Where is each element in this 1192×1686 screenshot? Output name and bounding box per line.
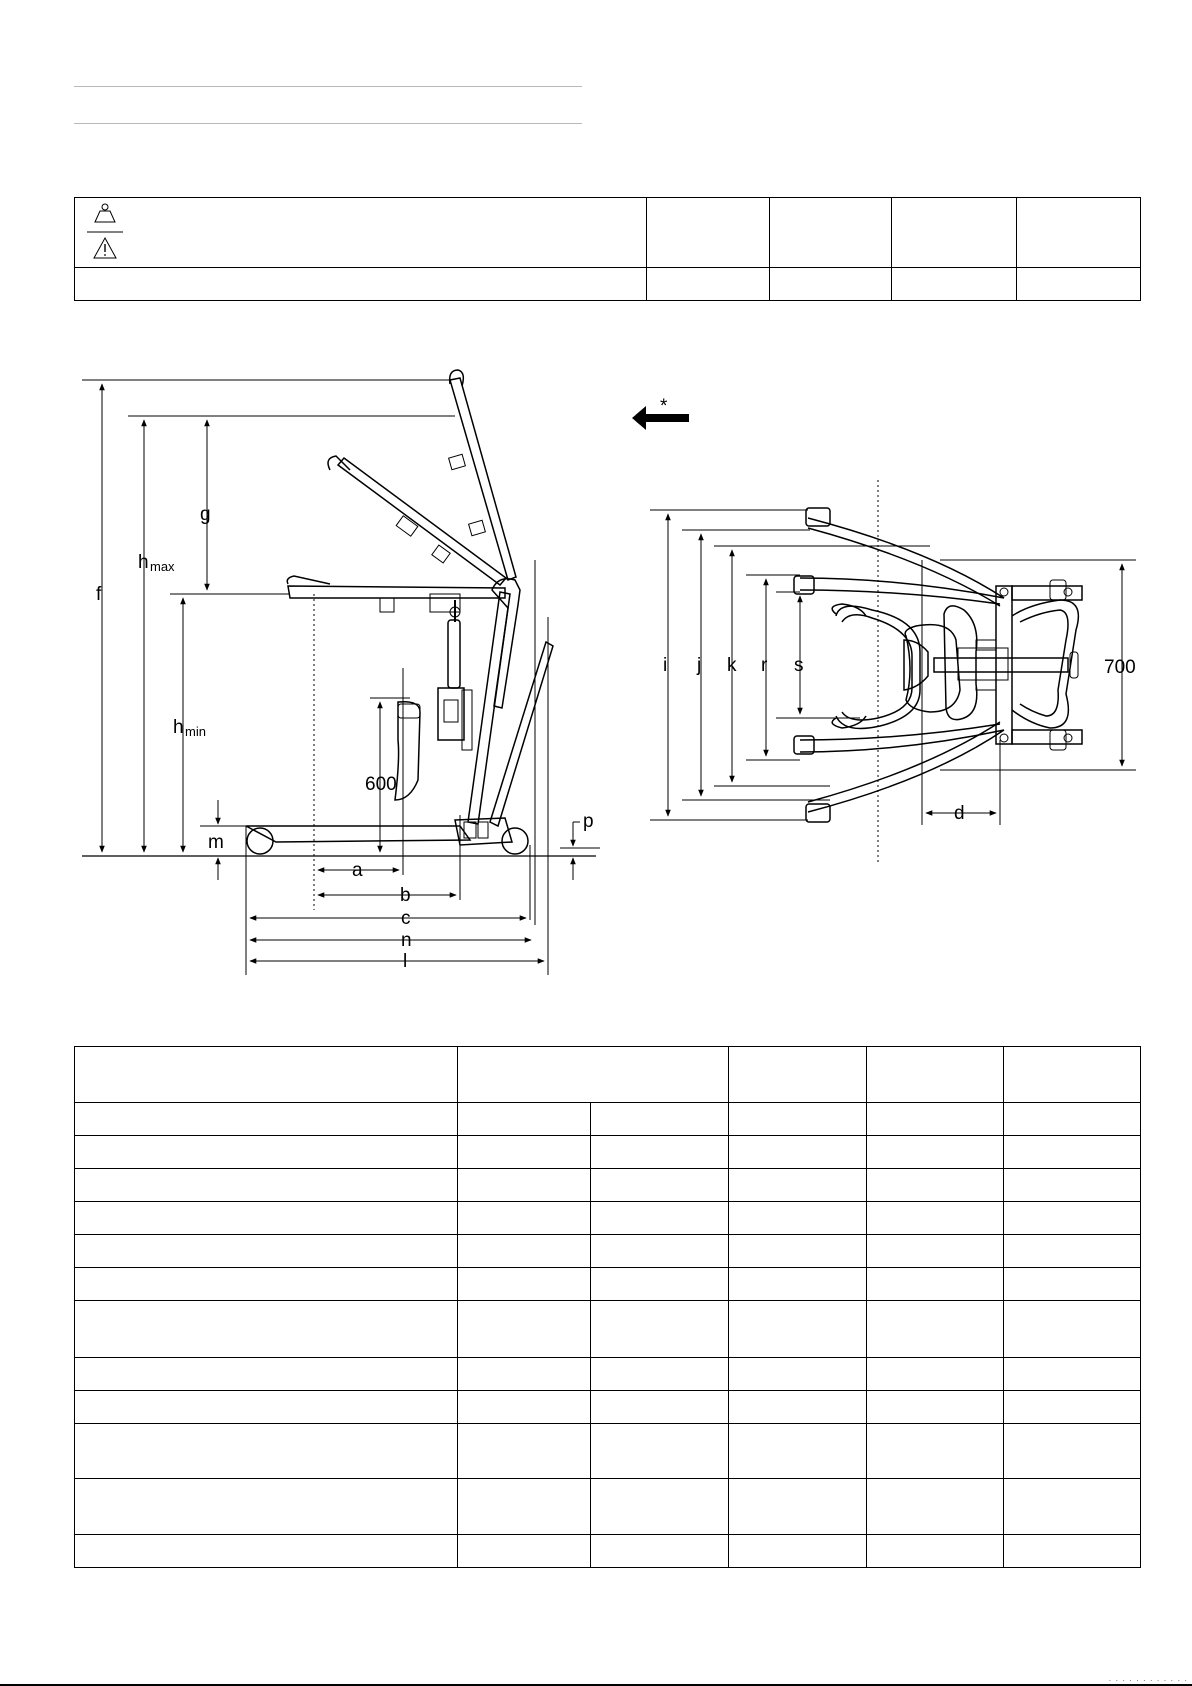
table-row-cell	[75, 1103, 458, 1136]
dim-label-700: 700	[1104, 657, 1136, 678]
table-row-cell	[1004, 1424, 1141, 1479]
footer-code: · · · · · · · · · · · ·	[1108, 1676, 1188, 1685]
table-row-cell	[867, 1391, 1004, 1424]
patient-lift-dimension-drawing	[0, 360, 1192, 980]
table-row-cell	[591, 1202, 729, 1235]
table-row-cell	[1004, 1301, 1141, 1358]
table-row-cell	[1004, 1202, 1141, 1235]
dimension-table-header	[75, 1047, 458, 1103]
table-row-cell	[75, 1424, 458, 1479]
load-table-header-cell	[770, 198, 892, 268]
dim-label-hmax-sub: max	[150, 559, 175, 574]
table-row-cell	[458, 1424, 591, 1479]
table-row-cell	[867, 1424, 1004, 1479]
table-row-cell	[1004, 1358, 1141, 1391]
dim-label-f: f	[96, 584, 102, 605]
table-row-cell	[458, 1235, 591, 1268]
table-row-cell	[458, 1136, 591, 1169]
table-row-cell	[591, 1391, 729, 1424]
dim-label-l: l	[403, 951, 408, 972]
side-view	[82, 370, 600, 975]
load-table-cell	[75, 268, 647, 301]
table-row-cell	[1004, 1235, 1141, 1268]
table-row-cell	[591, 1301, 729, 1358]
dimension-table-header	[458, 1047, 729, 1103]
direction-note-star: *	[660, 396, 668, 417]
table-row-cell	[1004, 1535, 1141, 1568]
table-row-cell	[75, 1391, 458, 1424]
table-row-cell	[1004, 1136, 1141, 1169]
table-row-cell	[1004, 1268, 1141, 1301]
table-row-cell	[75, 1479, 458, 1535]
table-row-cell	[591, 1169, 729, 1202]
dim-label-b: b	[400, 885, 411, 906]
dim-label-hmax: h	[138, 552, 149, 573]
table-row-cell	[729, 1535, 867, 1568]
table-row-cell	[458, 1391, 591, 1424]
dimension-table-header	[1004, 1047, 1141, 1103]
weight-icon	[87, 204, 123, 232]
dim-label-n: n	[401, 930, 412, 951]
dim-label-hmin: h	[173, 717, 184, 738]
load-table-header-cell	[647, 198, 770, 268]
table-row-cell	[729, 1358, 867, 1391]
table-row-cell	[591, 1136, 729, 1169]
table-row-cell	[729, 1479, 867, 1535]
table-row-cell	[729, 1301, 867, 1358]
safe-working-load-icon-group	[75, 198, 135, 264]
table-row-cell	[591, 1103, 729, 1136]
table-row-cell	[458, 1301, 591, 1358]
table-row-cell	[729, 1268, 867, 1301]
table-row-cell	[867, 1202, 1004, 1235]
dimension-table	[74, 1046, 1141, 1568]
dim-label-k: k	[727, 655, 737, 676]
dim-label-p: p	[583, 811, 594, 832]
table-row-cell	[867, 1479, 1004, 1535]
table-row-cell	[591, 1479, 729, 1535]
dim-label-s: s	[794, 655, 804, 676]
table-row-cell	[729, 1103, 867, 1136]
table-row-cell	[458, 1169, 591, 1202]
load-table-icon-cell	[75, 198, 647, 268]
dim-label-i: i	[663, 655, 668, 676]
table-row-cell	[867, 1235, 1004, 1268]
table-row-cell	[75, 1235, 458, 1268]
table-row-cell	[729, 1391, 867, 1424]
top-view	[632, 406, 1136, 862]
dim-label-hmin-sub: min	[185, 724, 206, 739]
table-row-cell	[458, 1535, 591, 1568]
table-row-cell	[75, 1136, 458, 1169]
table-row-cell	[1004, 1169, 1141, 1202]
dim-label-d: d	[954, 803, 965, 824]
table-row-cell	[867, 1358, 1004, 1391]
table-row-cell	[867, 1535, 1004, 1568]
table-row-cell	[75, 1169, 458, 1202]
warning-triangle-icon	[94, 238, 116, 258]
table-row-cell	[867, 1169, 1004, 1202]
header-rule-top	[74, 86, 582, 87]
table-row-cell	[458, 1103, 591, 1136]
table-row-cell	[729, 1202, 867, 1235]
table-row-cell	[729, 1136, 867, 1169]
table-row-cell	[591, 1424, 729, 1479]
table-row-cell	[867, 1301, 1004, 1358]
table-row-cell	[1004, 1391, 1141, 1424]
dim-label-j: j	[697, 655, 702, 676]
table-row-cell	[591, 1268, 729, 1301]
load-table-cell	[892, 268, 1017, 301]
load-capacity-table	[74, 197, 1141, 301]
load-table-header-cell	[892, 198, 1017, 268]
table-row-cell	[75, 1358, 458, 1391]
table-row-cell	[867, 1103, 1004, 1136]
table-row-cell	[458, 1268, 591, 1301]
load-table-header-cell	[1017, 198, 1141, 268]
load-table-cell	[1017, 268, 1141, 301]
load-table-cell	[647, 268, 770, 301]
dimension-table-header	[867, 1047, 1004, 1103]
top-view-labels	[660, 396, 1136, 824]
dim-label-a: a	[352, 860, 363, 881]
table-row-cell	[867, 1268, 1004, 1301]
dim-label-g: g	[200, 504, 211, 525]
table-row-cell	[867, 1136, 1004, 1169]
dim-label-600: 600	[365, 774, 397, 795]
table-row-cell	[591, 1358, 729, 1391]
dimension-table-header	[729, 1047, 867, 1103]
table-row-cell	[75, 1268, 458, 1301]
table-row-cell	[591, 1235, 729, 1268]
table-row-cell	[1004, 1103, 1141, 1136]
table-row-cell	[729, 1424, 867, 1479]
table-row-cell	[729, 1169, 867, 1202]
table-row-cell	[75, 1202, 458, 1235]
table-row-cell	[458, 1358, 591, 1391]
table-row-cell	[75, 1301, 458, 1358]
header-rule-bottom	[74, 123, 582, 124]
table-row-cell	[75, 1535, 458, 1568]
dim-label-c: c	[401, 908, 411, 929]
table-row-cell	[458, 1202, 591, 1235]
dim-label-m: m	[208, 832, 224, 853]
table-row-cell	[1004, 1479, 1141, 1535]
dim-label-r: r	[761, 655, 768, 676]
table-row-cell	[729, 1235, 867, 1268]
table-row-cell	[591, 1535, 729, 1568]
load-table-cell	[770, 268, 892, 301]
side-view-labels	[96, 504, 594, 972]
table-row-cell	[458, 1479, 591, 1535]
